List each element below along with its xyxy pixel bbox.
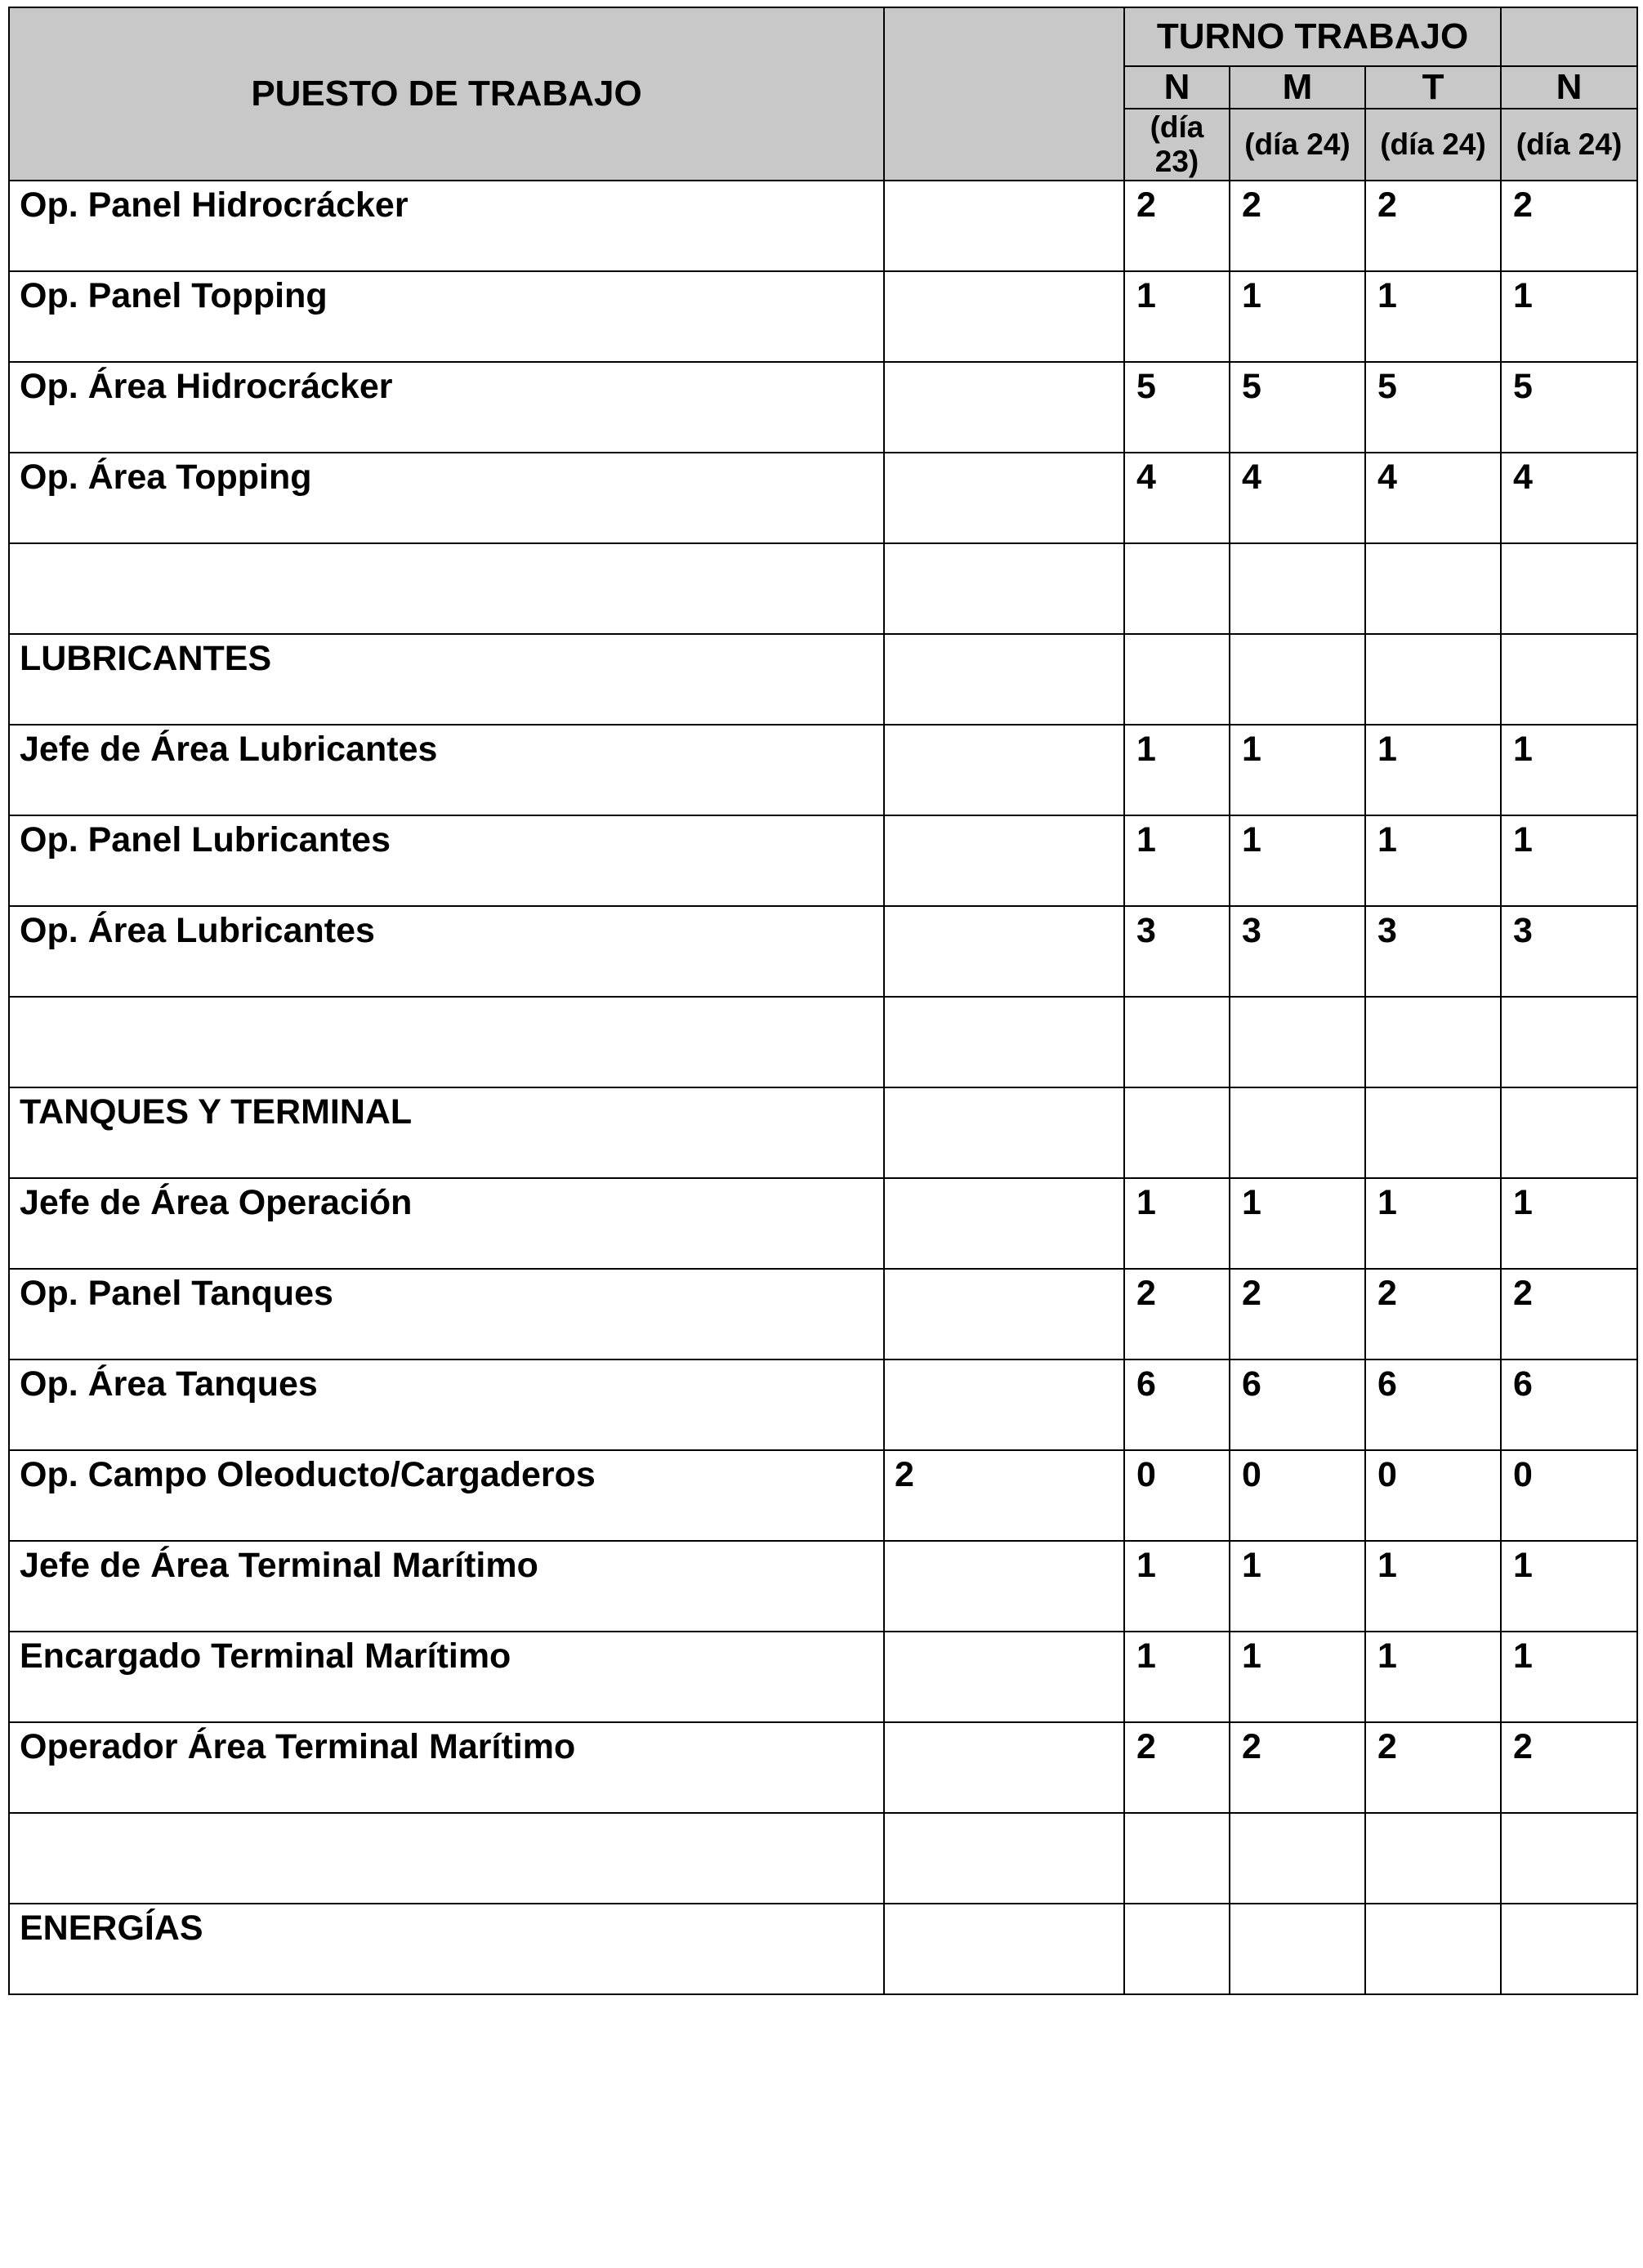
table-row (9, 725, 1637, 815)
shift-value-cell: 3 (1230, 906, 1365, 997)
shift-value-cell (1124, 1813, 1230, 1904)
extra-cell (884, 362, 1124, 453)
puesto-cell: Operador Área Terminal Marítimo (9, 1722, 884, 1813)
shift-value-cell (1365, 634, 1501, 725)
shift-value-cell: 1 (1124, 815, 1230, 906)
shift-day-2: (día 24) (1230, 109, 1365, 181)
shift-value-cell: 0 (1501, 1450, 1637, 1541)
shift-value-cell: 0 (1124, 1450, 1230, 1541)
shift-value-cell (1124, 997, 1230, 1087)
shift-value-cell: 1 (1124, 271, 1230, 362)
table-row (9, 271, 1637, 362)
shift-value-cell: 5 (1124, 362, 1230, 453)
shift-value-cell: 1 (1365, 725, 1501, 815)
shift-value-cell: 2 (1501, 181, 1637, 271)
shift-value-cell: 2 (1501, 1722, 1637, 1813)
shift-value-cell: 1 (1230, 725, 1365, 815)
shift-value-cell: 1 (1365, 1541, 1501, 1632)
puesto-cell (9, 543, 884, 634)
extra-cell (884, 1087, 1124, 1178)
shift-value-cell (1230, 997, 1365, 1087)
puesto-cell: Encargado Terminal Marítimo (9, 1632, 884, 1722)
puesto-cell (9, 1813, 884, 1904)
shift-value-cell: 2 (1365, 1722, 1501, 1813)
extra-cell (884, 1269, 1124, 1359)
table-row (9, 362, 1637, 453)
puesto-cell: Jefe de Área Operación (9, 1178, 884, 1269)
table-row (9, 1087, 1637, 1178)
puesto-cell: Op. Panel Tanques (9, 1269, 884, 1359)
shift-value-cell: 4 (1365, 453, 1501, 543)
shift-value-cell: 2 (1365, 181, 1501, 271)
shift-value-cell (1365, 1087, 1501, 1178)
shift-value-cell (1365, 543, 1501, 634)
puesto-cell: Op. Panel Hidrocrácker (9, 181, 884, 271)
shift-value-cell (1501, 543, 1637, 634)
table-row (9, 1541, 1637, 1632)
shift-value-cell: 2 (1501, 1269, 1637, 1359)
puesto-cell (9, 997, 884, 1087)
shift-value-cell: 0 (1365, 1450, 1501, 1541)
shift-value-cell: 2 (1124, 1722, 1230, 1813)
shift-value-cell: 1 (1365, 815, 1501, 906)
puesto-cell: Op. Área Topping (9, 453, 884, 543)
shift-value-cell (1124, 1904, 1230, 1994)
puesto-cell: Jefe de Área Lubricantes (9, 725, 884, 815)
shift-value-cell: 5 (1501, 362, 1637, 453)
table-row (9, 1904, 1637, 1994)
puesto-cell: LUBRICANTES (9, 634, 884, 725)
puesto-cell: Op. Panel Topping (9, 271, 884, 362)
shift-value-cell (1124, 1087, 1230, 1178)
shift-value-cell (1365, 1813, 1501, 1904)
shift-value-cell (1501, 1904, 1637, 1994)
extra-cell (884, 1541, 1124, 1632)
extra-cell (884, 815, 1124, 906)
puesto-cell: Jefe de Área Terminal Marítimo (9, 1541, 884, 1632)
table-row (9, 815, 1637, 906)
extra-cell (884, 543, 1124, 634)
table-row (9, 634, 1637, 725)
shift-value-cell (1230, 543, 1365, 634)
extra-cell: 2 (884, 1450, 1124, 1541)
shift-value-cell (1501, 1087, 1637, 1178)
shift-value-cell: 1 (1501, 1178, 1637, 1269)
puesto-cell: Op. Área Hidrocrácker (9, 362, 884, 453)
shift-value-cell: 1 (1124, 1178, 1230, 1269)
shift-value-cell: 1 (1501, 815, 1637, 906)
shift-value-cell: 1 (1124, 1541, 1230, 1632)
shift-value-cell: 1 (1230, 271, 1365, 362)
puesto-header: PUESTO DE TRABAJO (9, 7, 884, 181)
table-row (9, 1450, 1637, 1541)
table-row (9, 181, 1637, 271)
shift-code-4: N (1501, 66, 1637, 109)
shift-code-3: T (1365, 66, 1501, 109)
extra-cell (884, 453, 1124, 543)
shift-value-cell: 1 (1124, 725, 1230, 815)
shift-value-cell: 2 (1230, 181, 1365, 271)
shift-day-4: (día 24) (1501, 109, 1637, 181)
extra-cell (884, 1632, 1124, 1722)
puesto-cell: Op. Área Lubricantes (9, 906, 884, 997)
shift-value-cell: 6 (1230, 1359, 1365, 1450)
shift-value-cell (1124, 543, 1230, 634)
table-row (9, 1269, 1637, 1359)
shift-value-cell: 1 (1501, 1541, 1637, 1632)
table-row (9, 453, 1637, 543)
extra-cell (884, 1178, 1124, 1269)
shift-code-2: M (1230, 66, 1365, 109)
shift-value-cell (1365, 997, 1501, 1087)
shift-value-cell: 6 (1501, 1359, 1637, 1450)
puesto-cell: TANQUES Y TERMINAL (9, 1087, 884, 1178)
shift-value-cell: 1 (1365, 1178, 1501, 1269)
table-row (9, 1632, 1637, 1722)
shift-value-cell: 2 (1365, 1269, 1501, 1359)
extra-cell (884, 725, 1124, 815)
extra-cell (884, 1359, 1124, 1450)
extra-cell (884, 1722, 1124, 1813)
shift-value-cell: 1 (1230, 1541, 1365, 1632)
shift-value-cell: 1 (1124, 1632, 1230, 1722)
table-row (9, 1359, 1637, 1450)
shift-value-cell (1365, 1904, 1501, 1994)
turno-header: TURNO TRABAJO (1124, 7, 1501, 66)
shift-code-1: N (1124, 66, 1230, 109)
shift-value-cell: 0 (1230, 1450, 1365, 1541)
turno-header-blank (1501, 7, 1637, 66)
puesto-cell: ENERGÍAS (9, 1904, 884, 1994)
table-row (9, 543, 1637, 634)
shift-value-cell: 2 (1124, 1269, 1230, 1359)
shift-value-cell: 3 (1365, 906, 1501, 997)
puesto-cell: Op. Campo Oleoducto/Cargaderos (9, 1450, 884, 1541)
table-row (9, 1813, 1637, 1904)
staffing-table (8, 7, 1638, 1995)
shift-value-cell (1230, 1087, 1365, 1178)
shift-value-cell: 3 (1501, 906, 1637, 997)
shift-value-cell (1230, 1813, 1365, 1904)
shift-value-cell: 1 (1365, 1632, 1501, 1722)
extra-cell (884, 271, 1124, 362)
shift-value-cell: 1 (1230, 1178, 1365, 1269)
shift-value-cell: 1 (1501, 271, 1637, 362)
shift-value-cell (1124, 634, 1230, 725)
extra-cell (884, 1904, 1124, 1994)
shift-value-cell (1230, 634, 1365, 725)
shift-value-cell: 4 (1124, 453, 1230, 543)
shift-value-cell: 2 (1124, 181, 1230, 271)
puesto-cell: Op. Área Tanques (9, 1359, 884, 1450)
shift-day-3: (día 24) (1365, 109, 1501, 181)
shift-value-cell: 1 (1365, 271, 1501, 362)
shift-value-cell: 1 (1230, 1632, 1365, 1722)
shift-value-cell: 4 (1501, 453, 1637, 543)
shift-value-cell: 4 (1230, 453, 1365, 543)
table-row (9, 1722, 1637, 1813)
shift-value-cell: 1 (1501, 1632, 1637, 1722)
table-row (9, 906, 1637, 997)
shift-value-cell: 2 (1230, 1722, 1365, 1813)
shift-value-cell: 6 (1365, 1359, 1501, 1450)
shift-value-cell: 1 (1501, 725, 1637, 815)
shift-day-1: (día 23) (1124, 109, 1230, 181)
puesto-cell: Op. Panel Lubricantes (9, 815, 884, 906)
shift-value-cell (1230, 1904, 1365, 1994)
extra-cell (884, 181, 1124, 271)
extra-cell (884, 906, 1124, 997)
shift-value-cell: 6 (1124, 1359, 1230, 1450)
table-row (9, 1178, 1637, 1269)
shift-value-cell: 2 (1230, 1269, 1365, 1359)
shift-value-cell: 1 (1230, 815, 1365, 906)
shift-value-cell: 3 (1124, 906, 1230, 997)
extra-cell (884, 997, 1124, 1087)
extra-cell (884, 634, 1124, 725)
table-row (9, 997, 1637, 1087)
shift-value-cell: 5 (1230, 362, 1365, 453)
extra-cell (884, 1813, 1124, 1904)
shift-value-cell (1501, 1813, 1637, 1904)
shift-value-cell (1501, 997, 1637, 1087)
shift-value-cell (1501, 634, 1637, 725)
shift-value-cell: 5 (1365, 362, 1501, 453)
extra-header (884, 7, 1124, 181)
